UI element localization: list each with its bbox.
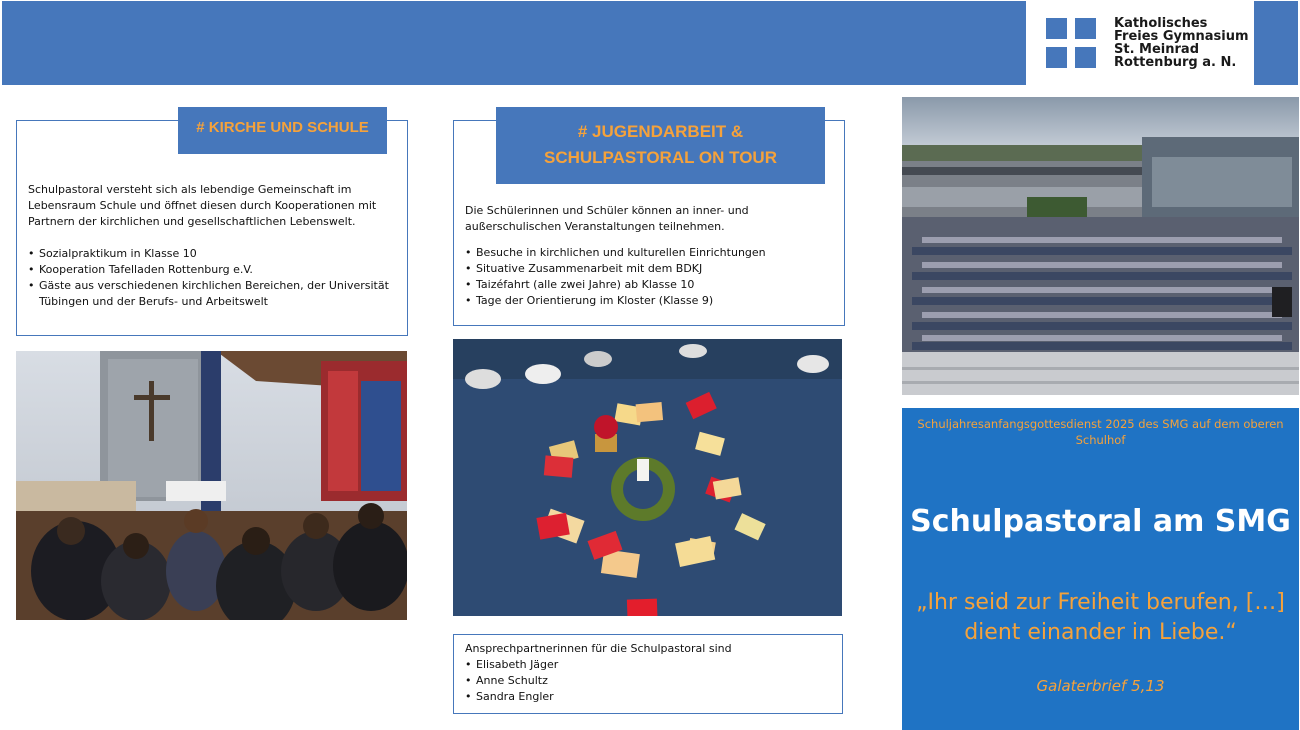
logo-line: Rottenburg a. N. <box>1114 55 1237 70</box>
heading-jugendarbeit <box>496 107 825 184</box>
quote-line: dient einander in Liebe.“ <box>964 620 1237 645</box>
panel-contacts <box>453 634 843 714</box>
school-logo <box>1026 1 1254 85</box>
list-item: • Sozialpraktikum in Klasse 10 <box>28 246 398 262</box>
heading-line: SCHULPASTORAL ON TOUR <box>544 148 777 167</box>
list-item: • Situative Zusammenarbeit mit dem BDKJ <box>465 261 835 277</box>
page-title: Schulpastoral am SMG <box>910 504 1291 539</box>
list-item: • Anne Schultz <box>465 673 835 689</box>
logo-text <box>1114 17 1249 69</box>
list-item: • Elisabeth Jäger <box>465 657 835 673</box>
schoolyard-service-photo <box>902 97 1299 395</box>
panel-intro: Schulpastoral versteht sich als lebendige Gemeinschaft im Lebensraum Schule und öffnet diesen durch Kooperationen mit Partnern der kirchlichen und gesellschaftlichen Lebenswelt. <box>28 183 377 228</box>
logo-line: Freies Gymnasium <box>1114 29 1249 44</box>
list-item: • Sandra Engler <box>465 689 835 705</box>
bible-quote <box>902 588 1299 648</box>
heading-kirche-und-schule <box>178 107 387 154</box>
list-item: • Besuche in kirchlichen und kulturellen Einrichtungen <box>465 245 835 261</box>
quote-source: Galaterbrief 5,13 <box>1036 677 1165 695</box>
panel-list <box>28 246 398 310</box>
floor-arrangement-photo <box>453 339 842 616</box>
logo-line: St. Meinrad <box>1114 42 1199 57</box>
logo-cross-icon <box>1046 18 1096 68</box>
quote-line: „Ihr seid zur Freiheit berufen, […] <box>916 590 1285 615</box>
list-item: • Taizéfahrt (alle zwei Jahre) ab Klasse 10 <box>465 277 835 293</box>
list-item: • Gäste aus verschiedenen kirchlichen Bereichen, der Universität Tübingen und der Berufs- und Arbeitswelt <box>28 278 398 310</box>
list-item: • Kooperation Tafelladen Rottenburg e.V. <box>28 262 398 278</box>
chapel-photo <box>16 351 407 620</box>
feature-block <box>902 408 1299 730</box>
contacts-list <box>465 657 835 705</box>
heading-text: # KIRCHE UND SCHULE <box>196 119 369 136</box>
logo-line: Katholisches <box>1114 16 1208 31</box>
photo-caption: Schuljahresanfangsgottesdienst 2025 des SMG auf dem oberen Schulhof <box>917 417 1284 447</box>
panel-intro: Ansprechpartnerinnen für die Schulpastoral sind <box>465 642 732 655</box>
list-item: • Tage der Orientierung im Kloster (Klasse 9) <box>465 293 835 309</box>
heading-line: # JUGENDARBEIT & <box>577 122 744 141</box>
panel-intro: Die Schülerinnen und Schüler können an inner- und außerschulischen Veranstaltungen teilnehmen. <box>465 204 749 233</box>
panel-list <box>465 245 835 309</box>
